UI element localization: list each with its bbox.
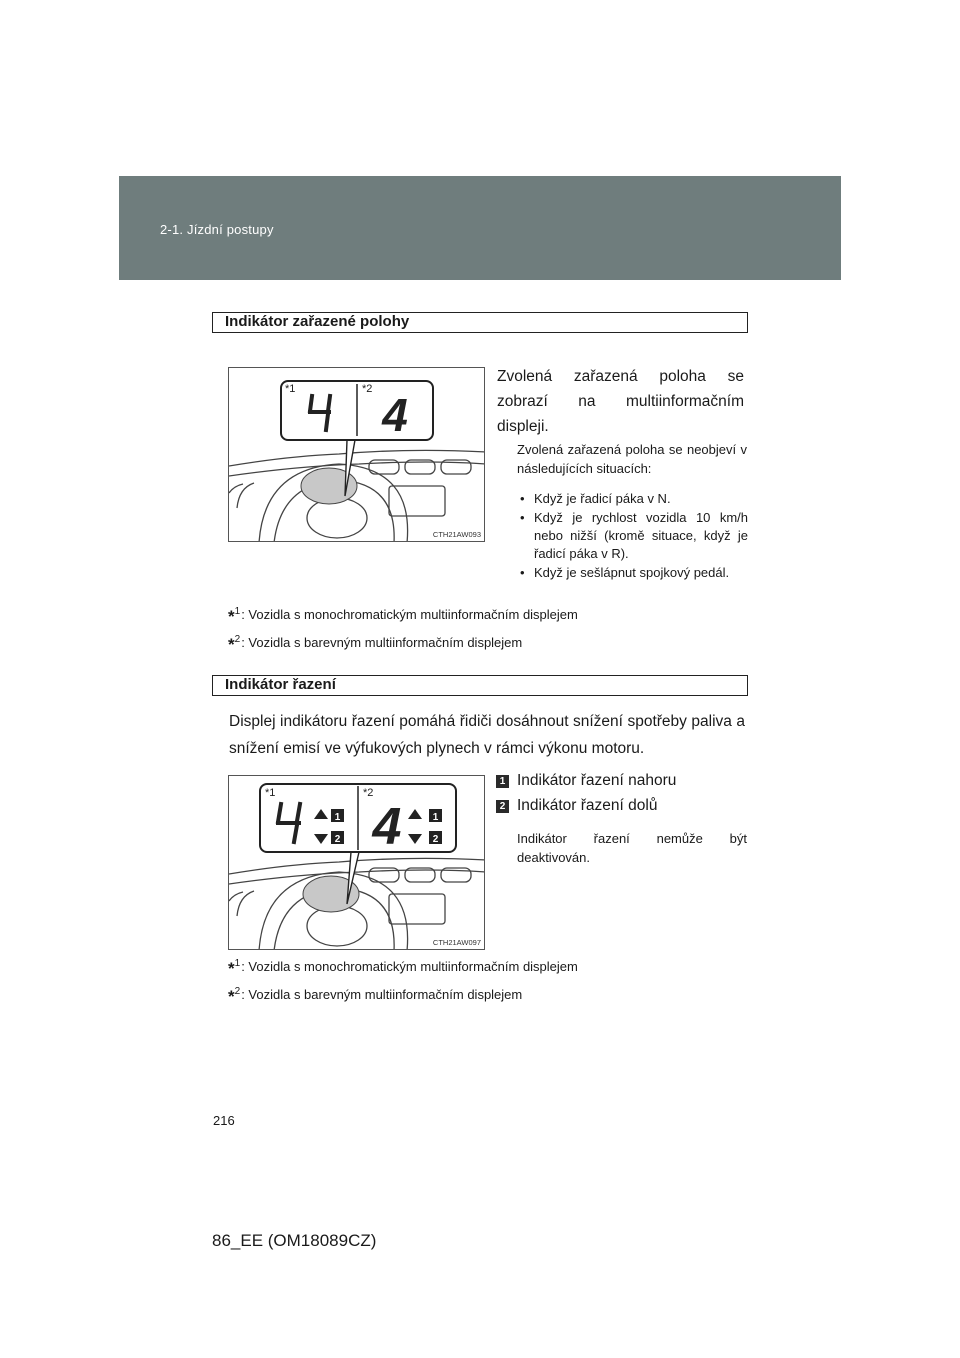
footnote-1: *$^1$: Vozidla s monochromatickým multiinformačním displejem [228, 606, 578, 626]
chapter-header [119, 176, 841, 280]
bullet-item: • Když je sešlápnut spojkový pedál. [517, 564, 748, 582]
callout-star2: *2 [362, 383, 373, 395]
callout-star1: *1 [285, 383, 296, 395]
callout-star1: *1 [265, 787, 276, 799]
page-number: 216 [213, 1113, 235, 1128]
document-code: 86_EE (OM18089CZ) [212, 1231, 377, 1250]
legend-label: Indikátor řazení dolů [517, 797, 658, 814]
figure-code: CTH21AW097 [432, 938, 481, 947]
bullet-item: • Když je rychlost vozidla 10 km/h nebo nižší (kromě situace, když je řadicí páka v R). [517, 509, 748, 563]
callout-star2: *2 [363, 787, 374, 799]
section-breadcrumb: 2-1. Jízdní postupy [160, 222, 274, 237]
svg-text:2: 2 [334, 834, 341, 845]
shift-indicator-note: Indikátor řazení nemůže být deaktivován. [517, 831, 747, 865]
gear-position-lead: Zvolená zařazená poloha se zobrazí na multiinformačním displeji. [497, 368, 744, 435]
svg-text:1: 1 [334, 812, 341, 823]
legend-item-upshift [496, 772, 676, 790]
figure-code: CTH21AW093 [432, 530, 481, 539]
legend-label: Indikátor řazení nahoru [517, 772, 677, 789]
bullet-item: • Když je řadicí páka v N. [517, 490, 748, 508]
svg-text:2: 2 [432, 834, 439, 845]
legend-item-downshift [496, 797, 657, 815]
gear-position-note: Zvolená zařazená poloha se neobjeví v následujících situacích: [517, 442, 747, 476]
footnote-1: *$^1$: Vozidla s monochromatickým multiinformačním displejem [228, 958, 578, 978]
shift-indicator-paragraph: Displej indikátoru řazení pomáhá řidiči dosáhnout snížení spotřeby paliva a snížení emisí ve výfukových plynech v rámci výkonu motoru. [229, 713, 745, 757]
figure-shift-indicator [228, 775, 485, 950]
figure-gear-position-indicator [228, 367, 485, 542]
dashboard-illustration [229, 776, 485, 950]
svg-text:1: 1 [432, 812, 439, 823]
gear-position-bullets [517, 490, 748, 583]
number-badge: 1 [496, 775, 509, 788]
gear-digit: 4 [372, 798, 402, 856]
number-badge: 2 [496, 800, 509, 813]
dashboard-illustration [229, 368, 485, 542]
gear-digit: 4 [382, 389, 408, 441]
section-title-shift-indicator: Indikátor řazení [212, 675, 748, 696]
section-title-gear-position: Indikátor zařazené polohy [212, 312, 748, 333]
footnote-2: *$^2$: Vozidla s barevným multiinformačním displejem [228, 986, 523, 1006]
footnote-2: *$^2$: Vozidla s barevným multiinformačním displejem [228, 634, 523, 654]
